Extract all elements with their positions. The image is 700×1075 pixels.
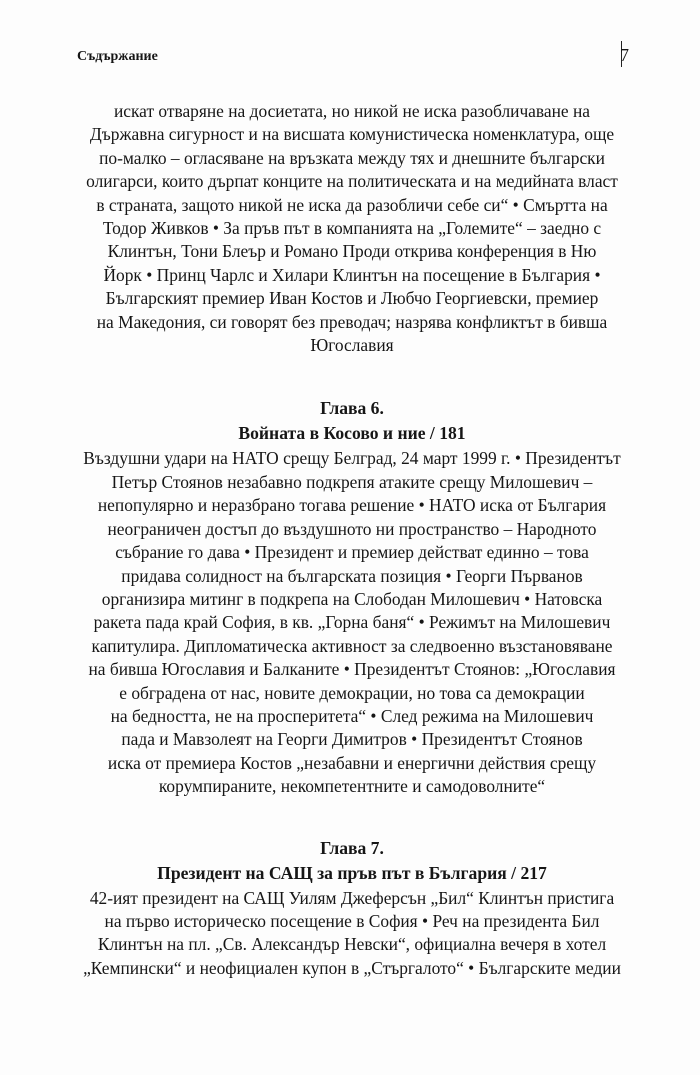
summary-line: Въздушни удари на НАТО срещу Белград, 24 март 1999 г. • Президентът xyxy=(83,448,621,469)
summary-line: събрание го дава • Президент и премиер действат единно – това xyxy=(115,542,589,563)
chapter6-title: Войната в Косово и ние / 181 xyxy=(238,423,466,444)
summary-line: Клинтън на пл. „Св. Александър Невски“, официална вечеря в хотел xyxy=(97,934,607,955)
chapter7-title: Президент на САЩ за пръв път в България / 217 xyxy=(157,862,547,883)
summary-line: непопулярно и неразбрано тогава решение • НАТО иска от България xyxy=(97,495,607,516)
summary-line: Българският премиер Иван Костов и Любчо Георгиевски, премиер xyxy=(105,288,599,309)
summary-line: Югославия xyxy=(310,335,394,356)
summary-line: в страната, защото никой не иска да разобличи себе си“ • Смъртта на xyxy=(96,194,608,215)
summary-line: иска от премиера Костов „незабавни и енергични действия срещу xyxy=(107,752,597,773)
summary-line: искат отваряне на досиетата, но никой не иска разобличаване на xyxy=(113,101,591,121)
chapter7-label: Глава 7. xyxy=(320,837,384,858)
summary-line: Петър Стоянов незабавно подкрепя атаките срещу Милошевич – xyxy=(111,471,593,492)
summary-line: пада и Мавзолеят на Георги Димитров • Президентът Стоянов xyxy=(121,729,583,750)
summary-line: организира митинг в подкрепа на Слободан Милошевич • Натовска xyxy=(101,588,603,609)
chapter6-label: Глава 6. xyxy=(320,398,384,419)
summary-line: капитулира. Дипломатическа активност за следвоенно възстановяване xyxy=(91,635,613,656)
summary-line: Йорк • Принц Чарлс и Хилари Клинтън на посещение в България • xyxy=(103,264,601,285)
summary-line: е обградена от нас, новите демокрации, но това са демокрации xyxy=(119,682,585,703)
summary-line: корумпираните, некомпетентните и самодоволните“ xyxy=(158,776,546,797)
chapter5-summary xyxy=(82,100,622,357)
summary-line: олигарси, които дърпат конците на политическата и на медийната власт xyxy=(86,171,618,192)
summary-line: „Кемпински“ и неофициален купон в „Стъргалото“ • Българските медии xyxy=(83,957,621,978)
summary-line: Клинтън, Тони Блеър и Романо Проди открива конференция в Ню xyxy=(107,241,597,262)
summary-line: на бивша Югославия и Балканите • Президентът Стоянов: „Югославия xyxy=(88,659,616,680)
toc-content xyxy=(82,100,622,980)
chapter7-heading xyxy=(82,836,622,886)
running-header-title: Съдържание xyxy=(77,49,158,64)
summary-line: на Македония, си говорят без преводач; назрява конфликтът в бивша xyxy=(96,311,608,332)
summary-line: Тодор Живков • За пръв път в компанията на „Големите“ – заедно с xyxy=(102,218,602,239)
summary-line: неограничен достъп до въздушното ни пространство – Народното xyxy=(107,518,597,539)
summary-line: на бедността, не на просперитета“ • След режима на Милошевич xyxy=(110,705,594,726)
summary-line: Държавна сигурност и на висшата комунистическа номенклатура, още xyxy=(89,124,615,145)
summary-line: по-малко – огласяване на връзката между тях и днешните български xyxy=(99,147,605,168)
chapter6-summary xyxy=(82,447,622,798)
chapter6-heading xyxy=(82,396,622,446)
summary-line: ракета пада край София, в кв. „Горна баня“ • Режимът на Милошевич xyxy=(93,612,611,633)
page-number: 7 xyxy=(620,45,629,65)
summary-line: 42-ият президент на САЩ Уилям Джеферсън „Бил“ Клинтън пристига xyxy=(89,887,615,908)
summary-line: придава солидност на българската позиция • Георги Първанов xyxy=(121,565,583,586)
chapter7-summary xyxy=(82,887,622,981)
summary-line: на първо историческо посещение в София • Реч на президента Бил xyxy=(104,910,600,931)
